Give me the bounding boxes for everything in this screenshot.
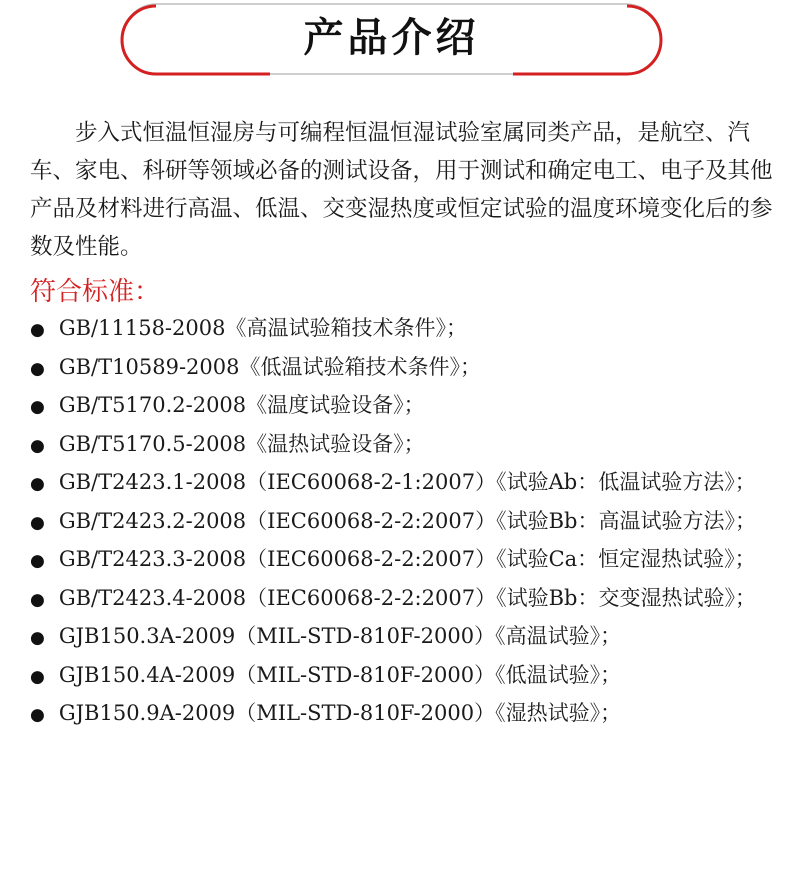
standard-text: GB/T2423.3-2008（IEC60068-2-2:2007）《试验Ca：恒定湿热试验》； — [58, 547, 756, 571]
list-item — [30, 657, 780, 696]
standard-text: GB/11158-2008《高温试验箱技术条件》； — [58, 316, 467, 340]
standard-text: GB/T2423.2-2008（IEC60068-2-2:2007）《试验Bb：高温试验方法》； — [58, 508, 756, 533]
bullet-icon: ● — [30, 705, 45, 725]
page-title: 产品介绍 — [303, 15, 480, 61]
standard-text: GJB150.4A-2009（MIL-STD-810F-2000）《低温试验》； — [58, 662, 622, 687]
standard-text: GJB150.3A-2009（MIL-STD-810F-2000）《高温试验》； — [58, 624, 622, 648]
standards-heading: 符合标准： — [30, 277, 161, 307]
bullet-icon: ● — [30, 512, 45, 533]
bullet-icon: ● — [30, 628, 45, 648]
list-item — [30, 426, 780, 465]
standard-text: GB/T2423.4-2008（IEC60068-2-2:2007）《试验Bb：交变湿热试验》； — [58, 585, 756, 610]
intro-paragraph: 步入式恒温恒湿房与可编程恒温恒湿试验室属同类产品，是航空、汽车、家电、科研等领域必备的测试设备，用于测试和确定电工、电子及其他产品及材料进行高温、低温、交变湿热度或恒定试验的温度环境变化后的参数及性能。 — [30, 120, 773, 260]
bullet-icon: ● — [30, 358, 45, 379]
bullet-icon: ● — [30, 551, 45, 571]
list-item — [30, 618, 780, 657]
standard-text: GJB150.9A-2009（MIL-STD-810F-2000）《湿热试验》； — [58, 701, 622, 725]
bullet-icon: ● — [30, 666, 45, 687]
list-item — [30, 541, 780, 580]
bullet-icon: ● — [30, 474, 45, 494]
bullet-icon: ● — [30, 589, 45, 610]
list-item — [30, 310, 780, 349]
standard-text: GB/T10589-2008《低温试验箱技术条件》； — [58, 354, 481, 379]
standard-text: GB/T2423.1-2008（IEC60068-2-1:2007）《试验Ab：低温试验方法》； — [58, 470, 756, 494]
list-item — [30, 580, 780, 619]
list-item — [30, 695, 780, 734]
list-item — [30, 349, 780, 388]
title-banner — [120, 0, 663, 80]
standard-text: GB/T5170.5-2008《温热试验设备》； — [58, 431, 425, 456]
list-item — [30, 464, 780, 503]
bullet-icon: ● — [30, 397, 45, 417]
list-item — [30, 387, 780, 426]
standards-list — [30, 310, 780, 734]
list-item — [30, 503, 780, 542]
bullet-icon: ● — [30, 320, 45, 340]
standard-text: GB/T5170.2-2008《温度试验设备》； — [58, 393, 425, 417]
bullet-icon: ● — [30, 435, 45, 456]
